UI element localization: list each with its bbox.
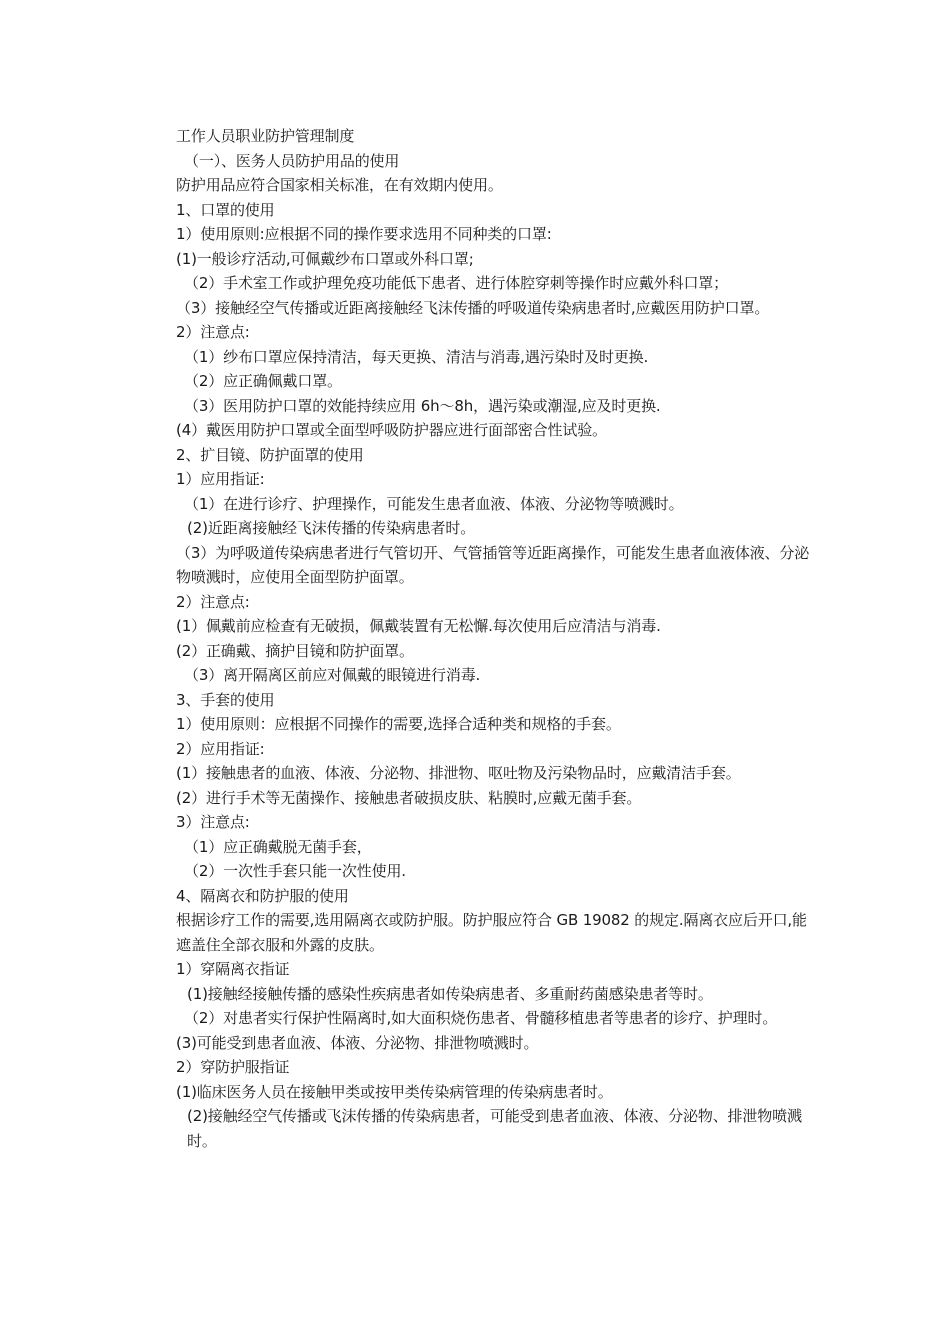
text-line: （2）一次性手套只能一次性使用. (184, 862, 406, 880)
text-line: （2）手术室工作或护理免疫功能低下患者、进行体腔穿刺等操作时应戴外科口罩； (184, 274, 728, 292)
document-body (143, 124, 815, 1153)
text-line: 1）使用原则:应根据不同的操作要求选用不同种类的口罩: (176, 225, 552, 243)
text-line: 4、隔离衣和防护服的使用 (176, 886, 349, 905)
text-line: (1)临床医务人员在接触甲类或按甲类传染病管理的传染病患者时。 (176, 1082, 613, 1101)
text-line: （1）应正确戴脱无菌手套， (184, 837, 372, 856)
text-line: 3、手套的使用 (176, 690, 275, 709)
text-line: (3)可能受到患者血液、体液、分泌物、排泄物喷溅时。 (176, 1033, 539, 1052)
text-line: （3）接触经空气传播或近距离接触经飞沫传播的呼吸道传染病患者时,应戴医用防护口罩。 (176, 298, 770, 317)
text-line: 1）应用指证: (176, 470, 265, 488)
text-line: （2）对患者实行保护性隔离时,如大面积烧伤患者、骨髓移植患者等患者的诊疗、护理时。 (184, 1009, 778, 1027)
text-line: 2）注意点: (176, 592, 250, 611)
text-line: (2)近距离接触经飞沫传播的传染病患者时。 (187, 519, 476, 537)
text-line: (2）进行手术等无菌操作、接触患者破损皮肤、粘膜时,应戴无菌手套。 (176, 788, 642, 807)
text-line: (4）戴医用防护口罩或全面型呼吸防护器应进行面部密合性试验。 (176, 421, 607, 439)
text-line: (1)接触经接触传播的感染性疾病患者如传染病患者、多重耐药菌感染患者等时。 (187, 984, 713, 1003)
text-line: （3）为呼吸道传染病患者进行气管切开、气管插管等近距离操作，可能发生患者血液体液、分泌物喷溅时，应使用全面型防护面罩。 (176, 543, 810, 586)
text-line: 3）注意点: (176, 813, 250, 831)
text-line: （1）纱布口罩应保持清洁，每天更换、清洁与消毒,遇污染时及时更换. (184, 347, 649, 366)
text-line: （2）应正确佩戴口罩。 (184, 372, 342, 390)
text-line: 防护用品应符合国家相关标准，在有效期内使用。 (176, 176, 503, 194)
text-line: (1)一般诊疗活动,可佩戴纱布口罩或外科口罩; (176, 249, 474, 268)
text-line: 2、扩目镜、防护面罩的使用 (176, 445, 364, 464)
text-line: (1）接触患者的血液、体液、分泌物、排泄物、呕吐物及污染物品时，应戴清洁手套。 (176, 764, 741, 782)
document-title: 工作人员职业防护管理制度 (176, 127, 355, 145)
text-line: （一）、医务人员防护用品的使用 (184, 151, 400, 170)
text-line: 1、口罩的使用 (176, 200, 275, 219)
text-line: （3）离开隔离区前应对佩戴的眼镜进行消毒. (184, 666, 481, 684)
text-line: 2）注意点: (176, 323, 250, 341)
text-line: 1）使用原则：应根据不同操作的需要,选择合适种类和规格的手套。 (176, 715, 621, 733)
text-line: (1）佩戴前应检查有无破损，佩戴装置有无松懈.每次使用后应清洁与消毒. (176, 617, 661, 635)
text-line: (2）正确戴、摘护目镜和防护面罩。 (176, 641, 414, 660)
text-line: (2)接触经空气传播或飞沫传播的传染病患者，可能受到患者血液、体液、分泌物、排泄物喷溅时。 (187, 1107, 802, 1150)
text-line: 2）穿防护服指证 (176, 1058, 290, 1076)
text-line: 2）应用指证: (176, 739, 265, 758)
text-line: （1）在进行诊疗、护理操作，可能发生患者血液、体液、分泌物等喷溅时。 (184, 494, 684, 513)
text-line: 1）穿隔离衣指证 (176, 960, 290, 978)
text-line: （3）医用防护口罩的效能持续应用 6h～8h，遇污染或潮湿,应及时更换. (184, 396, 661, 415)
text-line: 根据诊疗工作的需要,选用隔离衣或防护服。防护服应符合 GB 19082 的规定.隔离衣应后开口,能遮盖住全部衣服和外露的皮肤。 (176, 911, 807, 954)
